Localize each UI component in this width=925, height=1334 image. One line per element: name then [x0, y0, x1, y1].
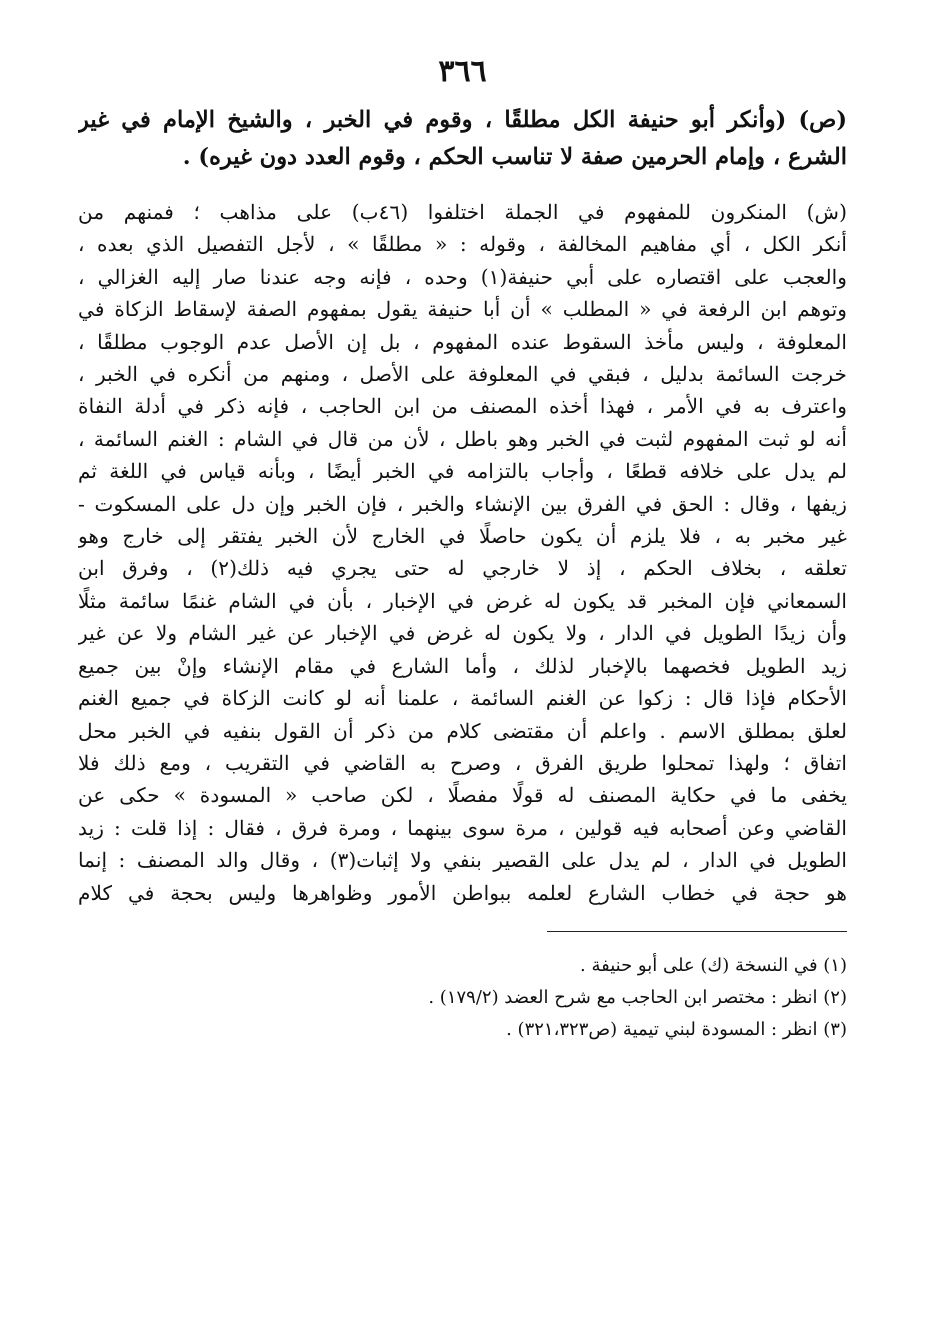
- sharh-line: يخفى ما في حكاية المصنف له قولًا مفصلًا ، لكن صاحب « المسودة » حكى عن: [78, 783, 847, 808]
- footnote-3: (٣) انظر : المسودة لبني تيمية (ص٣٢١،٣٢٣) .: [506, 1018, 847, 1040]
- sharh-line: السمعاني فإن المخبر قد يكون له غرض في الإخبار ، بأن في الشام غنمًا سائمة مثلًا: [78, 588, 847, 613]
- sharh-line: تعلقه ، بخلاف الحكم ، إذ لا خارجي له حتى يجري فيه ذلك(٢) ، وفرق ابن: [78, 556, 847, 581]
- sharh-line: لم يدل على خلافه قطعًا ، وأجاب بالتزامه في الخبر أيضًا ، وبأنه قياس في اللغة ثم: [78, 459, 847, 484]
- sharh-line: خرجت السائمة بدليل ، فبقي في المعلوفة على الأصل ، ومنهم من أنكره في الخبر ،: [78, 362, 847, 387]
- matn-line: (ص) (وأنكر أبو حنيفة الكل مطلقًا ، وقوم في الخبر ، والشيخ الإمام في غير: [78, 107, 847, 133]
- sharh-line: أنه لو ثبت المفهوم لثبت في الخبر وهو باطل ، لأن من قال في الشام : الغنم السائمة ،: [78, 426, 847, 451]
- page-number: ٣٦٦: [438, 54, 487, 89]
- footnotes: [78, 950, 847, 1046]
- sharh-line: والعجب على اقتصاره على أبي حنيفة(١) وحده ، فإنه وجه عندنا صار إليه الغزالي ،: [78, 264, 847, 289]
- sharh-line: اتفاق ؛ ولهذا تمحلوا طريق الفرق ، وصرح به القاضي في التقريب ، ومع ذلك فلا: [78, 750, 847, 775]
- footnote-1: (١) في النسخة (ك) على أبو حنيفة .: [580, 954, 847, 976]
- page: [78, 52, 847, 1046]
- sharh-line: أنكر الكل ، أي مفاهيم المخالفة ، وقوله : « مطلقًا » ، لأجل التفصيل الذي بعده ،: [78, 232, 847, 257]
- sharh-line: الطويل في الدار ، لم يدل على القصير بنفي ولا إثبات(٣) ، وقال والد المصنف : إنما: [78, 848, 847, 873]
- footnote-divider: [547, 931, 847, 932]
- sharh-line: غير مخبر به ، فلا يلزم أن يكون حاصلًا في الخارج لأن الخبر يفتقر إلى خارج وهو: [78, 524, 847, 549]
- sharh-line: وأن زيدًا الطويل في الدار ، ولا يكون له غرض في الإخبار عن غير الشام ولا عن غير: [78, 621, 847, 646]
- footnote-2: (٢) انظر : مختصر ابن الحاجب مع شرح العضد (١٧٩/٢) .: [428, 986, 847, 1008]
- matn-text: [78, 102, 847, 176]
- sharh-line: زيفها ، وقال : الحق في الفرق بين الإنشاء والخبر ، فإن الخبر وإن دل على المسكوت -: [78, 491, 847, 516]
- sharh-line: زيد الطويل فخصهما بالإخبار لذلك ، وأما الشارع في مقام الإنشاء وإنْ بين جميع: [78, 653, 847, 678]
- sharh-text: [78, 196, 847, 909]
- sharh-line: القاضي وعن أصحابه فيه قولين ، مرة سوى بينهما ، ومرة فرق ، فقال : إذا قلت : زيد: [78, 815, 847, 840]
- sharh-line: المعلوفة ، وليس مأخذ السقوط عنده المفهوم ، بل إن الأصل عدم الوجوب مطلقًا ،: [78, 329, 847, 354]
- sharh-line: واعترف به في الأمر ، فهذا أخذه المصنف من ابن الحاجب ، فإنه ذكر في أدلة النفاة: [78, 394, 847, 419]
- sharh-line: هو حجة في خطاب الشارع لعلمه ببواطن الأمور وظواهرها وليس بحجة في كلام: [78, 880, 847, 905]
- sharh-line: (ش) المنكرون للمفهوم في الجملة اختلفوا (٤٦ب) على مذاهب ؛ فمنهم من: [78, 200, 847, 224]
- matn-line: الشرع ، وإمام الحرمين صفة لا تناسب الحكم ، وقوم العدد دون غيره) .: [182, 144, 847, 170]
- sharh-line: لعلق بمطلق الاسم . واعلم أن مقتضى كلام من ذكر أن القول بنفيه في الخبر محل: [78, 718, 847, 743]
- sharh-line: الأحكام فإذا قال : زكوا عن الغنم السائمة ، علمنا أنه لو كانت الزكاة في جميع الغنم: [78, 686, 847, 711]
- sharh-line: وتوهم ابن الرفعة في « المطلب » أن أبا حنيفة يقول بمفهوم الصفة لإسقاط الزكاة في: [78, 297, 847, 322]
